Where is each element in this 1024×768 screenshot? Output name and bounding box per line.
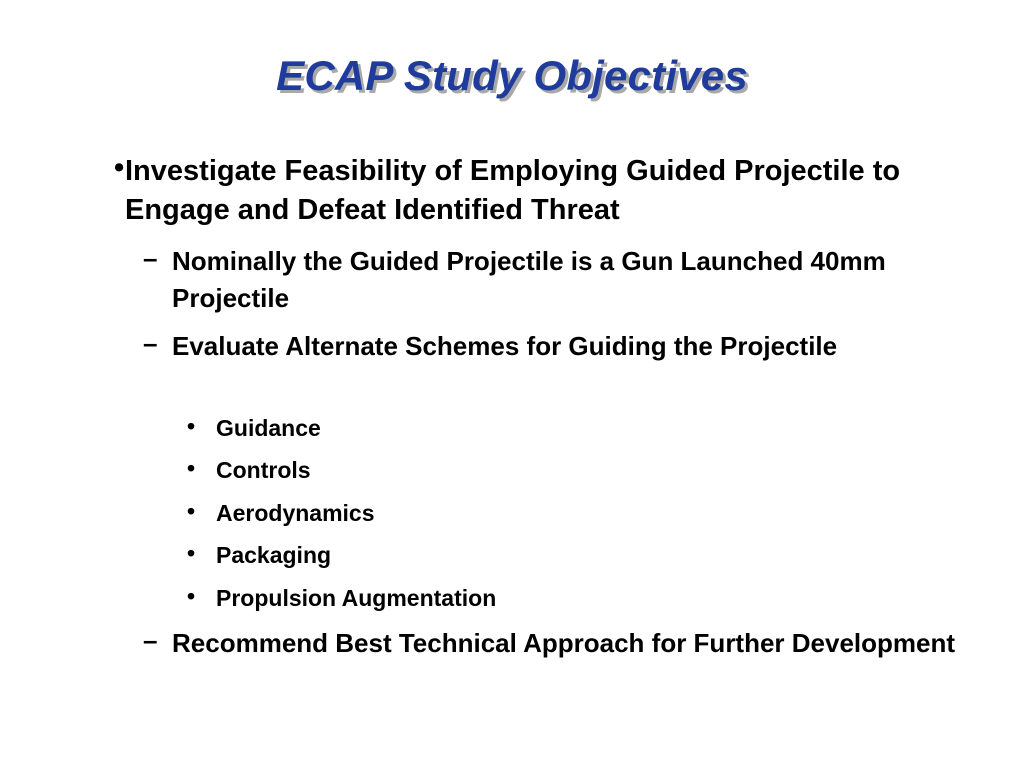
dash-marker: – xyxy=(143,625,158,655)
bullet-text: Guidance xyxy=(216,415,321,441)
bullet-marker: • xyxy=(187,455,196,481)
bullet-marker: • xyxy=(187,540,196,566)
dash-marker: – xyxy=(143,243,158,273)
bullet-text: Propulsion Augmentation xyxy=(216,585,497,611)
bullet-marker: • xyxy=(114,152,125,184)
bullet-marker: • xyxy=(187,583,196,609)
bullet-marker: • xyxy=(187,498,196,524)
bullet-text: Aerodynamics xyxy=(216,500,375,526)
bullet-text: Controls xyxy=(216,457,311,483)
bullet-text: Evaluate Alternate Schemes for Guiding the Projectile xyxy=(172,331,838,361)
bullet-text: Investigate Feasibility of Employing Guided Projectile to Engage and Defeat Identified Threat xyxy=(125,155,901,226)
bullet-text: Nominally the Guided Projectile is a Gun Launched 40mm Projectile xyxy=(172,246,886,313)
dash-marker: – xyxy=(143,328,158,358)
bullet-marker: • xyxy=(187,413,196,439)
slide-title: ECAP Study Objectives xyxy=(276,52,748,99)
bullet-text: Recommend Best Technical Approach for Further Development xyxy=(172,628,956,658)
bullet-text: Packaging xyxy=(216,542,332,568)
